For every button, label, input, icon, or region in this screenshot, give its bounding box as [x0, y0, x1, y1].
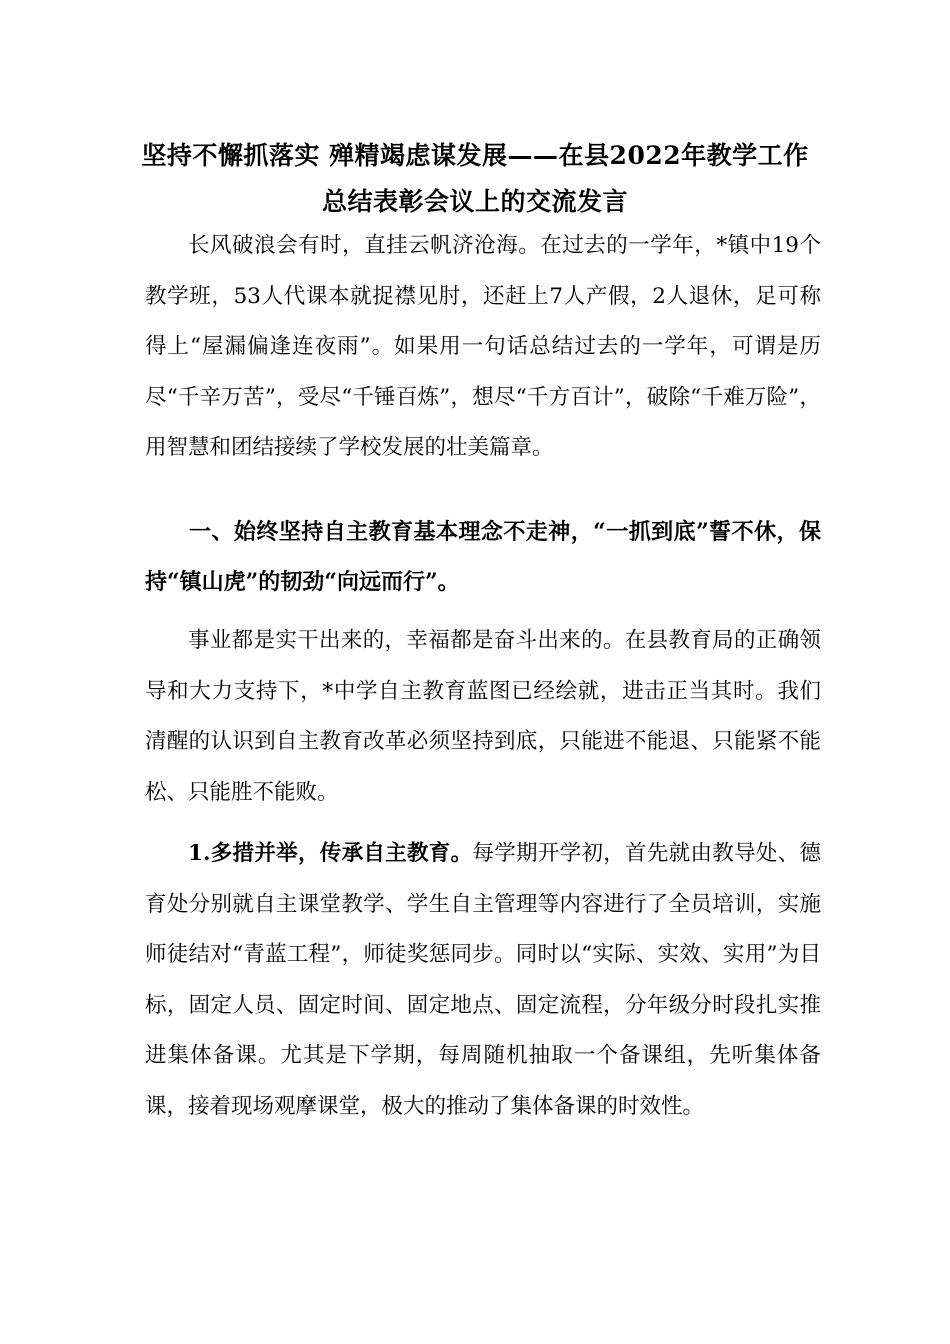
subsection-1-lead: 1.多措并举，传承自主教育。	[188, 841, 473, 866]
section-1-paragraph: 事业都是实干出来的，幸福都是奋斗出来的。在县教育局的正确领导和大力支持下，*中学自主教育蓝图已经绘就，进击正当其时。我们清醒的认识到自主教育改革必须坚持到底，只能进不能退、只能紧不能松、只能胜不能败。	[145, 628, 821, 805]
intro-paragraph: 长风破浪会有时，直挂云帆济沧海。在过去的一学年，*镇中19个教学班，53人代课本就捉襟见肘，还赶上7人产假，2人退休，足可称得上“屋漏偏逢连夜雨”。如果用一句话总结过去的一学年，可谓是历尽“千辛万苦”，受尽“千锤百炼”，想尽“千方百计”，破除“千难万险”，用智慧和团结接续了学校发展的壮美篇章。	[145, 233, 821, 461]
section-heading-1: 一、始终坚持自主教育基本理念不走神，“一抓到底”誓不休，保持“镇山虎”的韧劲“向远而行”。	[145, 519, 821, 595]
subsection-1-body: 每学期开学初，首先就由教导处、德育处分别就自主课堂教学、学生自主管理等内容进行了全员培训，实施师徒结对“青蓝工程”，师徒奖惩同步。同时以“实际、实效、实用”为目标，固定人员、固定时间、固定地点、固定流程，分年级分时段扎实推进集体备课。尤其是下学期，每周随机抽取一个备课组，先听集体备课，接着现场观摩课堂，极大的推动了集体备课的时效性。	[145, 841, 821, 1119]
subsection-1-paragraph	[145, 829, 821, 1133]
document-title: 坚持不懈抓落实 殚精竭虑谋发展——在县2022年教学工作总结表彰会议上的交流发言	[141, 141, 809, 216]
